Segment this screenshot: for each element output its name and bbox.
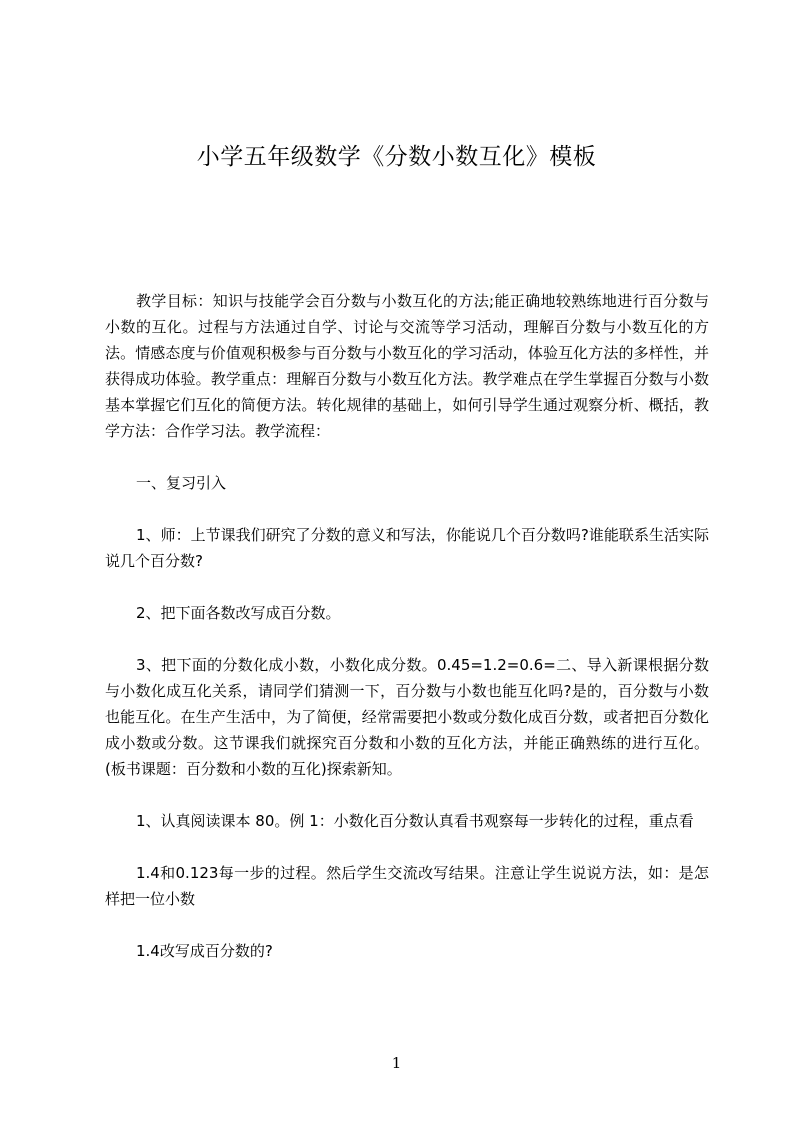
- paragraph-section-review: 一、复习引入: [136, 474, 227, 492]
- paragraph-review-2: 2、把下面各数改写成百分数。: [136, 604, 341, 622]
- paragraph-objectives: 教学目标：知识与技能学会百分数与小数互化的方法;能正确地较熟练地进行百分数与小数的互化。过程与方法通过自学、讨论与交流等学习活动，理解百分数与小数互化的方法。情感态度与价值观积极参与百分数与小数互化的学习活动，体验互化方法的多样性，并获得成功体验。教学重点：理解百分数与小数互化方法。教学难点在学生掌握百分数与小数基本掌握它们互化的简便方法。转化规律的基础上，如何引导学生通过观察分析、概括，教学方法：合作学习法。教学流程：: [105, 292, 709, 440]
- document-title: 小学五年级数学《分数小数互化》模板: [196, 144, 597, 170]
- document-body: [105, 288, 709, 964]
- page-number: 1: [391, 1054, 402, 1072]
- paragraph-review-1: 1、师：上节课我们研究了分数的意义和写法，你能说几个百分数吗?谁能联系生活实际说几个百分数?: [105, 526, 709, 570]
- paragraph-explore-1: 1、认真阅读课本 80。例 1：小数化百分数认真看书观察每一步转化的过程，重点看: [136, 812, 694, 830]
- paragraph-explore-3: 1.4改写成百分数的?: [136, 942, 273, 960]
- paragraph-review-3: 3、把下面的分数化成小数，小数化成分数。0.45=1.2=0.6=二、导入新课根据分数与小数化成互化关系，请同学们猜测一下，百分数与小数也能互化吗?是的，百分数与小数也能互化。在生产生活中，为了简便，经常需要把小数或分数化成百分数，或者把百分数化成小数或分数。这节课我们就探究百分数和小数的互化方法，并能正确熟练的进行互化。(板书课题：百分数和小数的互化)探索新知。: [105, 656, 709, 778]
- paragraph-explore-2: 1.4和0.123每一步的过程。然后学生交流改写结果。注意让学生说说方法，如：是怎样把一位小数: [105, 864, 709, 908]
